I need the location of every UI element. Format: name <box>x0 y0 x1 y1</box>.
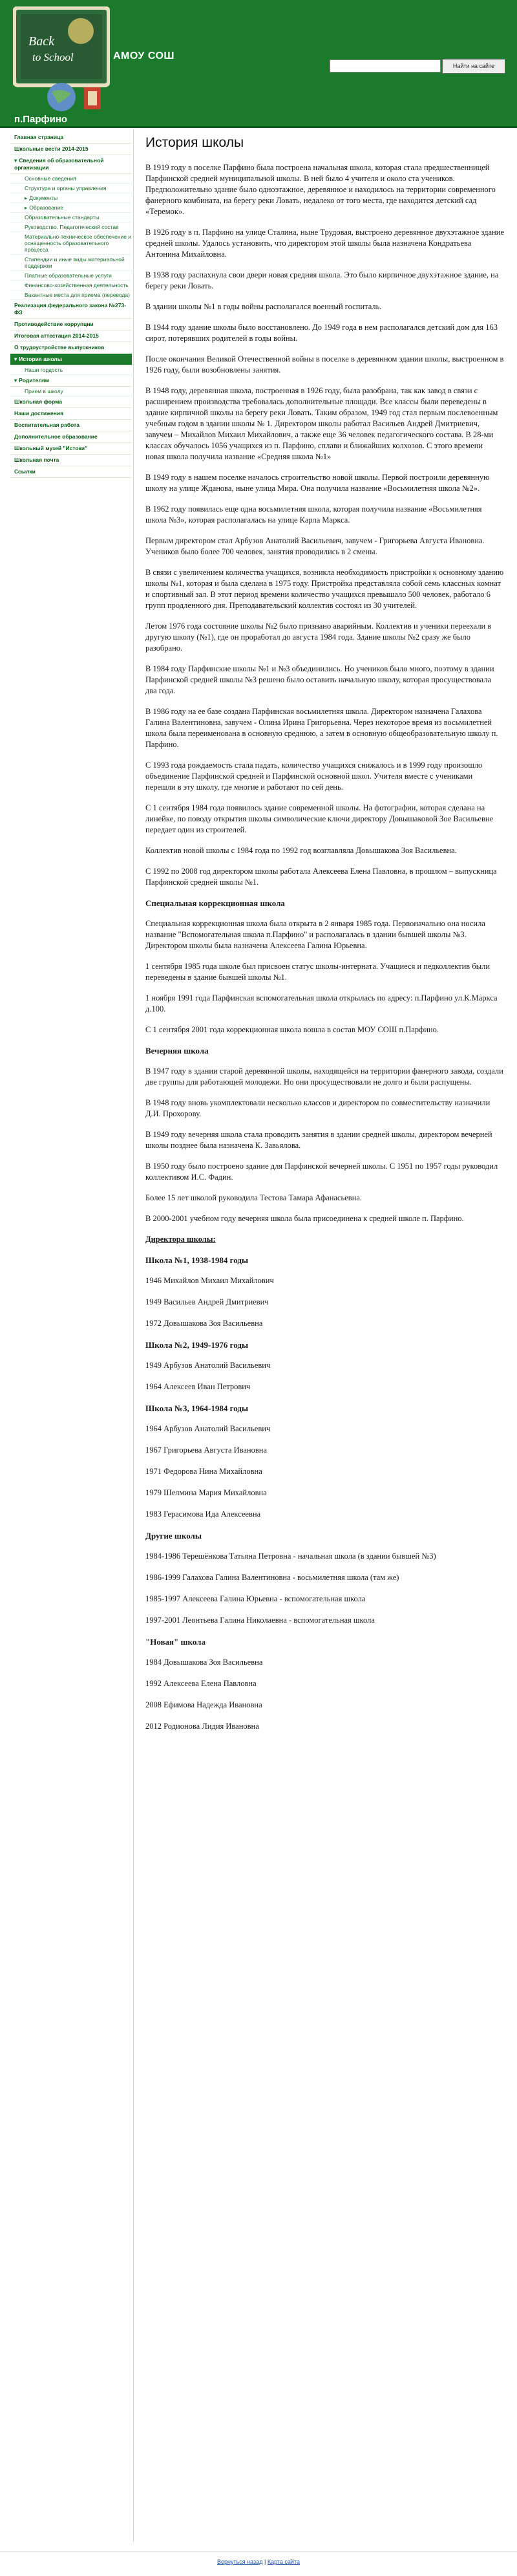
sidebar-sub-label: Документы <box>29 195 58 201</box>
sidebar-item-home[interactable]: Главная страница <box>10 132 132 144</box>
director-entry: 1967 Григорьева Августа Ивановна <box>145 1445 268 1455</box>
paragraph: Более 15 лет школой руководила Тестова Тамара Афанасьевна. <box>145 1193 363 1202</box>
director-entry: 1985-1997 Алексеева Галина Юрьевна - вспомогательная школа <box>145 1594 366 1603</box>
sidebar-sub-pride[interactable]: Наши гордость <box>10 365 132 375</box>
paragraph: В связи с увеличением количества учащихся, возникла необходимость пристройки к основному зданию школы №1, которая и была сделана в 1975 году. Пристройка представляла собой семь классных комнат и спортивный зал. В этот период времени количество учащихся превышало 500 человек, работало 6 групп продленного дня. Преподавательский коллектив состоял из 30 учителей. <box>145 568 504 610</box>
paragraph: 1 сентября 1985 года школе был присвоен статус школы-интерната. Учащиеся и педколлектив были переведены в здание бывшей школы №1. <box>145 962 491 982</box>
sidebar-sub-staff[interactable]: Руководство. Педагогический состав <box>10 222 132 232</box>
directors-heading: Директора школы: <box>145 1235 216 1244</box>
director-entry: 2012 Родионова Лидия Ивановна <box>145 1722 259 1731</box>
sidebar-item-upbringing[interactable]: Воспитательная работа <box>10 420 132 431</box>
director-entry: 1997-2001 Леонтьева Галина Николаевна - вспомогательная школа <box>145 1616 375 1625</box>
paragraph: В 1949 году вечерняя школа стала проводить занятия в здании средней школы, директором вечерней школы позднее была назначена К. Завьялова. <box>145 1130 492 1150</box>
sidebar-item-label: История школы <box>19 356 62 362</box>
sidebar-item-mail[interactable]: Школьная почта <box>10 455 132 466</box>
director-entry: 1979 Шелмина Мария Михайловна <box>145 1488 267 1497</box>
director-entry: 2008 Ефимова Надежда Ивановна <box>145 1700 262 1709</box>
paragraph: В 1950 году было построено здание для Парфинской вечерней школы. С 1951 по 1957 годы руководил коллективом И.С. Фадин. <box>145 1162 498 1182</box>
new-school-heading: "Новая" школа <box>145 1637 206 1647</box>
paragraph: В 1938 году распахнула свои двери новая средняя школа. Это было кирпичное двухэтажное здание, на берегу реки Ловать. <box>145 270 499 290</box>
paragraph: В 1948 году вновь укомплектовали несколько классов и директором по совместительству назначили Д.И. Прохорову. <box>145 1098 491 1118</box>
other-schools-heading: Другие школы <box>145 1531 202 1541</box>
page-footer <box>0 2551 517 2576</box>
sidebar-item-anticorruption[interactable]: Противодействие коррупции <box>10 319 132 330</box>
sidebar-sub-paid-services[interactable]: Платные образовательные услуги <box>10 271 132 281</box>
director-entry: 1964 Арбузов Анатолий Васильевич <box>145 1424 271 1433</box>
sidebar-item-uniform[interactable]: Школьная форма <box>10 396 132 408</box>
director-entry: 1983 Герасимова Ида Алексеевна <box>145 1510 261 1519</box>
sidebar-sub-standards[interactable]: Образовательные стандарты <box>10 213 132 222</box>
director-entry: 1984 Довышакова Зоя Васильевна <box>145 1658 263 1667</box>
paragraph: 1 ноября 1991 года Парфинская вспомогательная школа открылась по адресу: п.Парфино ул.К.Маркса д.100. <box>145 993 498 1013</box>
collapsed-arrow-icon: ▸ <box>25 195 28 201</box>
paragraph: В 1947 году в здании старой деревянной школы, находящейся на территории фанерного завода, создали две группы для работающей молодежи. Но они просуществовали не долго и были распущены. <box>145 1066 503 1087</box>
sidebar-item-museum[interactable]: Школьный музей "Истоки" <box>10 443 132 455</box>
paragraph: После окончания Великой Отечественной войны в поселке в деревянном здании школы, выстроенном в 1926 году, были возобновлены занятия. <box>145 354 504 374</box>
sidebar-sub-structure[interactable]: Структура и органы управления <box>10 184 132 193</box>
sidebar-item-label: Сведения об образовательной организации <box>14 157 104 171</box>
expand-arrow-icon: ▾ <box>14 157 17 164</box>
director-entry: 1984-1986 Терешёнкова Татьяна Петровна - начальная школа (в здании бывшей №3) <box>145 1552 436 1561</box>
school-board-logo[interactable] <box>13 6 110 113</box>
back-link[interactable]: Вернуться назад <box>217 2559 263 2565</box>
paragraph: В здании школы №1 в годы войны располагался военный госпиталь. <box>145 302 382 311</box>
paragraph: Летом 1976 года состояние школы №2 было признано аварийным. Коллектив и ученики переехали в другую школу (№1), где он проработал до августа 1984 года. Здание школы №2 сразу же было разобрано. <box>145 622 492 653</box>
sidebar-item-parents[interactable] <box>10 375 132 387</box>
director-entry: 1972 Довышакова Зоя Васильевна <box>145 1319 263 1328</box>
logo-text-school: to School <box>32 51 74 63</box>
sidebar-sub-admission[interactable]: Прием в школу <box>10 387 132 396</box>
expand-arrow-icon: ▾ <box>14 356 17 362</box>
sidebar-sub-vacancies[interactable]: Вакантные места для приема (перевода) <box>10 290 132 300</box>
village-name: п.Парфино <box>14 114 68 125</box>
search-button[interactable]: Найти на сайте <box>442 59 505 74</box>
sidebar-item-news[interactable]: Школьные вести 2014-2015 <box>10 144 132 155</box>
expand-arrow-icon: ▾ <box>14 377 17 384</box>
director-entry: 1964 Алексеев Иван Петрович <box>145 1382 251 1391</box>
paragraph: С 1993 года рождаемость стала падать, количество учащихся снижалось и в 1999 году произошло объединение Парфинской средней и Парфинской основной школ. Учителя вместе с учениками перешли в эту школу, где многие и работают по сей день. <box>145 761 483 792</box>
sidebar-sub-education[interactable] <box>10 203 132 213</box>
paragraph: С 1992 по 2008 год директором школы работала Алексеева Елена Павловна, в прошлом – выпускница Парфинской средней школы №1. <box>145 867 497 887</box>
paragraph: В 1944 году здание школы было восстановлено. До 1949 года в нем располагался детский дом для 163 сирот, потерявших родителей в годы войны. <box>145 323 498 343</box>
paragraph: В 1984 году Парфинские школы №1 и №3 объединились. Но учеников было много, поэтому в здании Парфинской средней школы №3 решено было оставить начальную школу, которая просуществовала два года. <box>145 664 494 695</box>
sidebar-item-attestation[interactable]: Итоговая аттестация 2014-2015 <box>10 330 132 342</box>
section-heading-evening-school: Вечерняя школа <box>145 1046 209 1055</box>
sidebar-sub-equipment[interactable]: Материально-техническое обеспечение и оснащенность образовательного процесса <box>10 232 132 255</box>
sidebar-divider <box>133 129 134 2542</box>
school2-heading: Школа №2, 1949-1976 годы <box>145 1340 249 1350</box>
paragraph: Коллектив новой школы с 1984 года по 1992 год возглавляла Довышакова Зоя Васильевна. <box>145 846 457 855</box>
director-entry: 1949 Васильев Андрей Дмитриевич <box>145 1297 269 1306</box>
school1-heading: Школа №1, 1938-1984 годы <box>145 1255 249 1265</box>
paragraph: В 1948 году, деревянная школа, построенная в 1926 году, была разобрана, так как завод в связи с расширением производства требовалась дополнительные площади. Все классы были переведены в здание кирпичной школы на берегу реки Ловать. Таким образом, 1949 год стал первым послевоенным учебным годом в здании школы № 1. Директором школы работал Васильев Андрей Дмитриевич, завучем – Михайлов Михаил Михайлович, а также еще 36 человек педагогического состава. В 28-ми классах обучалось 1056 учащихся из п. Парфино, сплави и ближайших колхозов. С этого времени новая школа получила название «Средняя школа №1» <box>145 386 498 461</box>
paragraph: В 1962 году появилась еще одна восьмилетняя школа, которая получила название «Восьмилетняя школа №3», которая располагалась на улице Карла Маркса. <box>145 504 482 525</box>
sidebar-sub-label: Образование <box>29 204 63 211</box>
search-input[interactable] <box>330 60 441 72</box>
sidebar-item-law[interactable]: Реализация федерального закона №273-ФЗ <box>10 300 132 319</box>
page-title: История школы <box>145 135 244 150</box>
section-heading-special-school: Специальная коррекционная школа <box>145 898 285 908</box>
sidebar-menu <box>10 132 132 478</box>
sidebar-item-links[interactable]: Ссылки <box>10 466 132 478</box>
sidebar-sub-documents[interactable] <box>10 193 132 203</box>
collapsed-arrow-icon: ▸ <box>25 204 28 211</box>
director-entry: 1971 Федорова Нина Михайловна <box>145 1467 262 1476</box>
main-content <box>145 137 504 1742</box>
footer-separator: | <box>264 2559 266 2565</box>
paragraph: В 1949 году в нашем поселке началось строительство новой школы. Первой построили деревянную школу на улице Жданова, ныне улица Мира. Она получила название «Восьмилетняя школа №2». <box>145 473 490 493</box>
paragraph: В 1986 году на ее базе создана Парфинская восьмилетняя школа. Директором назначена Галахова Галина Валентиновна, завучем - Олина Ирина Григорьевна. Через некоторое время из восьмилетней школа была переименована в основную среднюю, а затем в основную общеобразовательную школу п. Парфино. <box>145 707 498 749</box>
logo-text-back: Back <box>28 34 54 49</box>
director-entry: 1946 Михайлов Михаил Михайлович <box>145 1276 274 1285</box>
sitemap-link[interactable]: Карта сайта <box>267 2559 300 2565</box>
sidebar-item-achievements[interactable]: Наши достижения <box>10 408 132 420</box>
sidebar-item-history[interactable] <box>10 354 132 365</box>
paragraph: Специальная коррекционная школа была открыта в 2 января 1985 года. Первоначально она носила название "Вспомогательная школа п.Парфино" и располагалась в здании бывшей школы №3. Директором школы была назначена Алексеева Галина Юрьевна. <box>145 919 485 950</box>
director-entry: 1992 Алексеева Елена Павловна <box>145 1679 257 1688</box>
paragraph: В 1919 году в поселке Парфино была построена начальная школа, которая стала предшественницей Парфинской средней муниципальной школы. В ней было 4 учителя и около ста учеников. Предположительно здание было одноэтажное, деревянное и находилось на территории современного фанерного комбината, на берегу реки Ловать, недалеко от того места, где находится детский сад «Теремок». <box>145 163 496 216</box>
school3-heading: Школа №3, 1964-1984 годы <box>145 1403 249 1413</box>
paragraph: Первым директором стал Арбузов Анатолий Васильевич, завучем - Григорьева Августа Ивановна. Учеников было более 700 человек, занятия проводились в 2 смены. <box>145 536 485 556</box>
site-title: АМОУ СОШ <box>113 50 175 61</box>
paragraph: В 1926 году в п. Парфино на улице Сталина, ныне Трудовая, выстроено деревянное двухэтажное здание средней школы. Удалось установить, что директором этой школы была назначена Кондратьева Антонина Михайловна. <box>145 228 504 259</box>
sidebar-item-graduates[interactable]: О трудоустройстве выпускников <box>10 342 132 354</box>
sidebar-sub-stipends[interactable]: Стипендии и иные виды материальной поддержки <box>10 255 132 271</box>
sidebar-sub-finance[interactable]: Финансово-хозяйственная деятельность <box>10 281 132 290</box>
sidebar-item-extra-education[interactable]: Дополнительное образование <box>10 431 132 443</box>
director-entry: 1949 Арбузов Анатолий Васильевич <box>145 1361 271 1370</box>
paragraph: В 2000-2001 учебном году вечерняя школа была присоединена к средней школе п. Парфино. <box>145 1214 464 1223</box>
director-entry: 1986-1999 Галахова Галина Валентиновна - восьмилетняя школа (там же) <box>145 1573 399 1582</box>
site-header <box>0 0 517 128</box>
sidebar-sub-basic-info[interactable]: Основные сведения <box>10 174 132 184</box>
sidebar-item-label: Родителям <box>19 377 49 384</box>
paragraph: С 1 сентября 1984 года появилось здание современной школы. На фотографии, которая сделана на линейке, по поводу открытия школы символические ключи директору Довышаковой Зое Васильевне передает один из строителей. <box>145 803 494 834</box>
sidebar-item-org-info[interactable] <box>10 155 132 174</box>
paragraph: С 1 сентября 2001 года коррекционная школа вошла в состав МОУ СОШ п.Парфино. <box>145 1025 439 1034</box>
